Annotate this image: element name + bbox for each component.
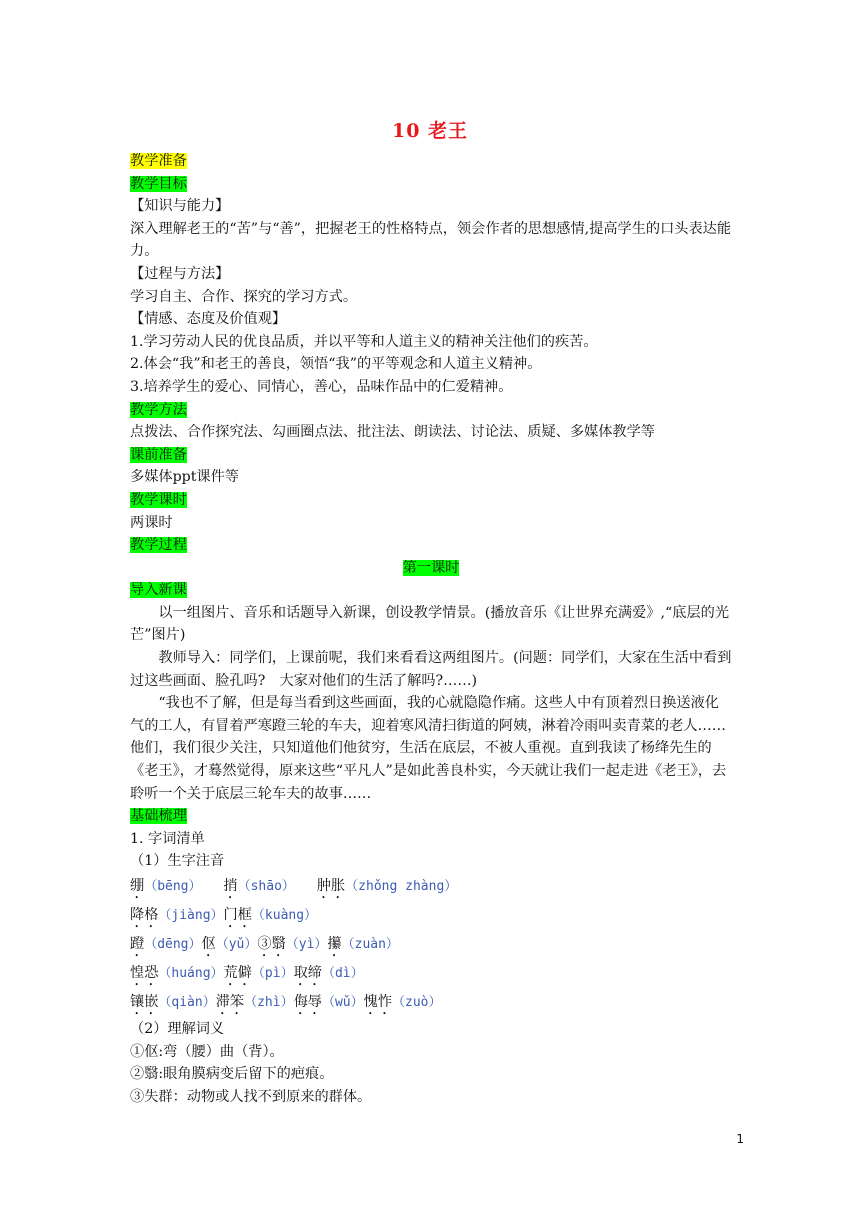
heading-teaching-process: 教学过程 xyxy=(130,537,187,554)
emotion-label: 【情感、态度及价值观】 xyxy=(130,311,287,328)
document-title: 10 老王 xyxy=(391,120,469,142)
vocab-word: 镶嵌 xyxy=(130,994,159,1010)
vocab-pinyin: （shāo） xyxy=(237,879,289,894)
vocab-pinyin: （zuàn） xyxy=(341,937,399,952)
vocab-pinyin: （zhǒng zhàng） xyxy=(345,879,458,894)
vocab-pinyin: （wǔ） xyxy=(321,995,364,1010)
heading-class-hours: 教学课时 xyxy=(130,491,187,508)
methods-text: 点拨法、合作探究法、勾画圈点法、批注法、朗读法、讨论法、质疑、多媒体教学等 xyxy=(130,424,655,441)
vocab-word: 侮辱 xyxy=(293,994,322,1010)
heading-lesson-one: 第一课时 xyxy=(402,559,460,576)
pronunciation-subheading: （1）生字注音 xyxy=(130,853,225,870)
intro-paragraph: “我也不了解，但是每当看到这些画面，我的心就隐隐作痛。这些人中有顶着烈日换送液化气的工人，有冒着严寒蹬三轮的车夫，迎着寒风清扫街道的阿姨，淋着冷雨叫卖青菜的老人……他们，我们很少关注，只知道他们他贫穷，生活在底层，不被人重视。直到我读了杨绛先生的《老王》，才蓦然觉得，原来这些“平凡人”是如此善良朴实，今天就让我们一起走进《老王》，去聆听一个关于底层三轮车夫的故事…… xyxy=(130,695,727,802)
vocab-word: 滞笨 xyxy=(215,994,245,1010)
vocab-word: 门框 xyxy=(223,907,252,923)
meaning-item: ②翳:眼角膜病变后留下的疤痕。 xyxy=(130,1066,334,1083)
vocab-pinyin: （zuò） xyxy=(392,995,442,1010)
vocab-word: 攥 xyxy=(327,936,342,952)
vocab-word: 降格 xyxy=(130,907,159,923)
vocab-word: 蹬 xyxy=(130,936,145,952)
vocab-word: 捎 xyxy=(195,878,238,894)
heading-preclass: 课前准备 xyxy=(130,446,187,463)
vocab-pinyin: （yǔ） xyxy=(215,937,258,952)
preclass-text: 多媒体ppt课件等 xyxy=(130,469,239,486)
vocab-pinyin: （yì） xyxy=(285,937,328,952)
vocab-list xyxy=(130,873,732,1018)
vocab-pinyin: （dēng） xyxy=(144,937,202,952)
vocab-word: 愧怍 xyxy=(363,994,393,1010)
meaning-item: ③失群：动物或人找不到原来的群体。 xyxy=(130,1088,372,1105)
vocab-pinyin: （huáng） xyxy=(158,966,224,981)
vocab-word: ③翳 xyxy=(257,936,286,952)
intro-paragraph: 以一组图片、音乐和话题导入新课，创设教学情景。(播放音乐《让世界充满爱》,“底层的光芒”图片) xyxy=(130,604,730,644)
knowledge-text: 深入理解老王的“苦”与“善”，把握老王的性格特点，领会作者的思想感情,提高学生的口头表达能力。 xyxy=(130,220,732,260)
vocab-word: 惶恐 xyxy=(130,965,159,981)
vocab-pinyin: （zhì） xyxy=(244,995,294,1010)
vocab-row xyxy=(130,873,732,902)
page-number: 1 xyxy=(736,1132,744,1146)
intro-paragraph: 教师导入：同学们，上课前呢，我们来看看这两组图片。(问题：同学们，大家在生活中看到过这些画面、脸孔吗? 大家对他们的生活了解吗?……) xyxy=(130,650,732,689)
vocab-pinyin: （bēng） xyxy=(144,879,196,894)
vocab-word: 取缔 xyxy=(293,965,322,981)
emotion-item: 3.培养学生的爱心、同情心，善心，品味作品中的仁爱精神。 xyxy=(130,378,513,395)
heading-teaching-goals: 教学目标 xyxy=(130,175,187,192)
vocab-row xyxy=(130,960,732,989)
word-list-heading: 1. 字词清单 xyxy=(130,830,205,847)
vocab-word: 荒僻 xyxy=(223,965,252,981)
heading-teaching-methods: 教学方法 xyxy=(130,401,187,418)
heading-teaching-prep: 教学准备 xyxy=(130,153,187,169)
vocab-word: 伛 xyxy=(201,936,216,952)
document-body xyxy=(130,150,732,1108)
emotion-item: 2.体会“我”和老王的善良，领悟“我”的平等观念和人道主义精神。 xyxy=(130,356,542,373)
heading-basics: 基础梳理 xyxy=(130,808,187,825)
meaning-subheading: （2）理解词义 xyxy=(130,1021,225,1037)
vocab-word: 绷 xyxy=(130,878,145,894)
heading-intro: 导入新课 xyxy=(130,582,187,599)
meaning-item: ①伛:弯（腰）曲（背）。 xyxy=(130,1043,284,1060)
vocab-row xyxy=(130,989,732,1018)
vocab-pinyin: （qiàn） xyxy=(158,995,216,1010)
vocab-pinyin: （jiàng） xyxy=(158,908,224,923)
vocab-row xyxy=(130,931,732,960)
knowledge-label: 【知识与能力】 xyxy=(130,198,230,215)
vocab-pinyin: （kuàng） xyxy=(251,908,318,923)
vocab-pinyin: （pì） xyxy=(251,966,294,981)
process-label: 【过程与方法】 xyxy=(130,265,230,282)
vocab-row xyxy=(130,902,732,931)
vocab-pinyin: （dì） xyxy=(321,966,364,981)
emotion-item: 1.学习劳动人民的优良品质，并以平等和人道主义的精神关注他们的疾苦。 xyxy=(130,333,598,350)
process-text: 学习自主、合作、探究的学习方式。 xyxy=(130,288,358,305)
vocab-word: 肿胀 xyxy=(288,878,346,894)
hours-text: 两课时 xyxy=(130,514,173,531)
